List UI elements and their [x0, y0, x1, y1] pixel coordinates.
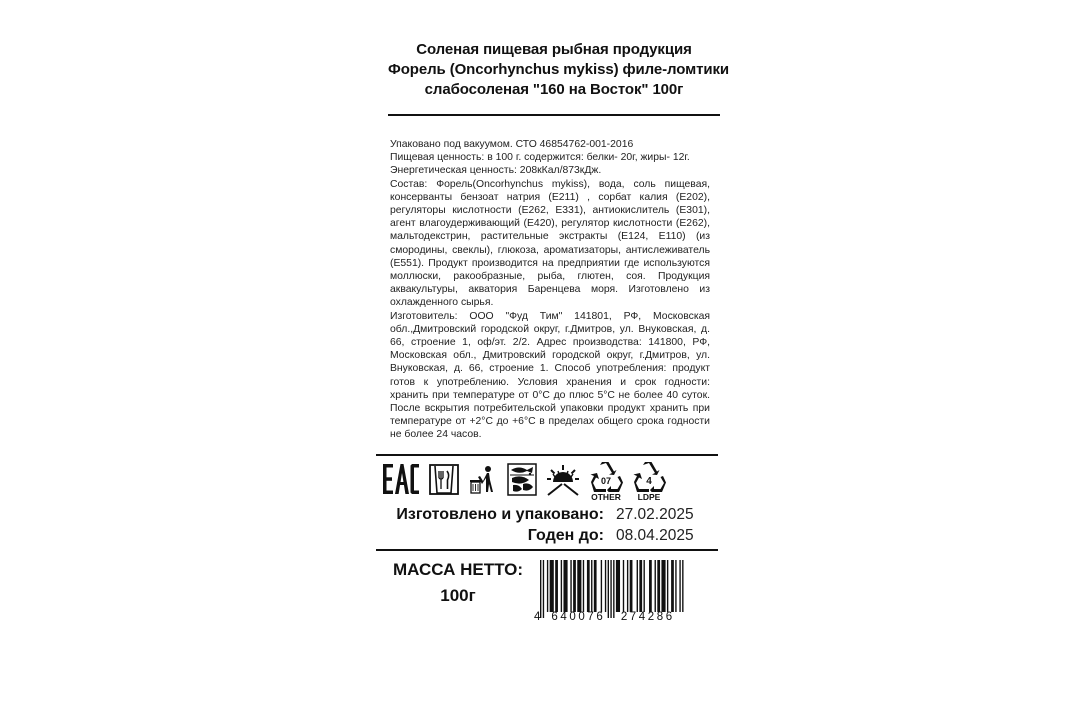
barcode-bar [608, 560, 609, 618]
nutrition-info: Пищевая ценность: в 100 г. содержится: белки- 20г, жиры- 12г. [390, 152, 690, 164]
title-line-3: слабосоленая "160 на Восток" 100г [424, 81, 684, 98]
barcode-bar [667, 560, 668, 612]
barcode-bar [540, 560, 541, 618]
product-label [388, 40, 730, 116]
barcode-bar [655, 560, 656, 612]
barcode-group-1: 640076 [551, 611, 606, 623]
product-description [390, 138, 710, 442]
dates-block [376, 506, 718, 548]
product-title [388, 40, 730, 100]
barcode-lead-digit: 4 [534, 611, 541, 623]
barcode-bar [679, 560, 680, 612]
recycle-07-code: 07 [600, 476, 612, 486]
production-date-row [376, 506, 718, 527]
barcode-bar [644, 560, 645, 612]
barcode-bar [639, 560, 642, 612]
barcode-bar [605, 560, 606, 612]
barcode-bar [601, 560, 602, 612]
barcode-bar [577, 560, 581, 612]
barcode-bar [613, 560, 614, 618]
barcode-bar [583, 560, 584, 612]
recycle-04-code: 4 [646, 476, 652, 487]
barcode-bar [591, 560, 592, 612]
dates-divider [376, 549, 718, 551]
barcode-bar [547, 560, 548, 612]
barcode-bar [630, 560, 633, 612]
production-date-label: Изготовлено и упаковано: [396, 506, 604, 523]
expiry-date-row [376, 527, 718, 548]
barcode-bar [587, 560, 590, 612]
barcode-bar [671, 560, 674, 612]
tidyman-icon [468, 462, 498, 503]
title-line-1: Соленая пищевая рыбная продукция [416, 41, 692, 58]
food-contact-icon [429, 462, 459, 503]
recycle-04-caption: LDPE [637, 492, 661, 502]
recycle-07-caption: OTHER [591, 492, 621, 502]
barcode-bar [543, 560, 544, 618]
fish-icon [507, 462, 537, 503]
barcode-group-2: 274286 [620, 611, 675, 623]
barcode-bar [555, 560, 558, 612]
certification-marks [376, 454, 718, 506]
barcode-bar [682, 560, 683, 612]
barcode-bar [657, 560, 660, 612]
barcode-bar [649, 560, 652, 612]
production-date-value: 27.02.2025 [616, 506, 694, 523]
barcode-bar [610, 560, 611, 618]
barcode-bar [573, 560, 576, 612]
energy-info: Энергетическая ценность: 208кКал/873кДж. [390, 165, 602, 177]
net-mass-value: 100г [440, 586, 476, 605]
barcode-bar [550, 560, 554, 612]
barcode-bar [623, 560, 624, 612]
title-divider [388, 114, 720, 116]
barcode-bar [637, 560, 638, 612]
net-mass-label: МАССА НЕТТО: [393, 560, 523, 579]
barcode-bar [616, 560, 620, 612]
eac-mark-icon [382, 462, 420, 503]
keep-from-sunlight-icon [546, 462, 580, 503]
barcode-bar [594, 560, 597, 612]
barcode-bar [661, 560, 665, 612]
expiry-date-label: Годен до: [527, 527, 604, 544]
recycle-04-icon [632, 462, 666, 506]
title-line-2: Форель (Oncorhynchus mykiss) филе-ломтики [388, 61, 730, 78]
packaging-info: Упаковано под вакуумом. СТО 46854762-001-2016 [390, 139, 634, 150]
ingredients-info: Состав: Форель(Oncorhynchus mykiss), вода, соль пищевая, консерванты бензоат натрия (E211) , сорбат калия (E202), регуляторы кислотности (E262, E331), антиокислитель (E301), агент влагоудерживающий (E420), регулятор кислотности (E262), мальтодекстрин, растительные экстракты (E124, E110) (из смородины, свеклы), глюкоза, ароматизаторы, антислеживатель (E551). Продукт производится на предприятии где используются моллюски, ракообразные, рыба, глютен, соя. Продукция аквакультуры, акватория Баренцева моря. Изготовлено из охлажденного сырья. [390, 178, 710, 309]
barcode-bar [561, 560, 562, 612]
barcode-bar [627, 560, 628, 612]
manufacturer-info: Изготовитель: ООО "Фуд Тим" 141801, РФ, Московская обл.,Дмитровский городской округ, г.Дмитров, ул. Внуковская, д. 66, строение 1, оф/эт. 2/2. Адрес производства: 141800, РФ, Московская обл., Дмитровский городской округ, г.Дмитров, ул. Внуковская, д. 66, строение 1. Способ употребления: продукт готов к употреблению. Условия хранения и срок годности: хранить при температуре от 0°С до плюс 5°С не более 40 суток. После вскрытия потребительской упаковки продукт хранить при температуре от +2°С до +6°С в пределах общего срока годности не более 24 часов. [390, 310, 710, 441]
expiry-date-value: 08.04.2025 [616, 527, 694, 544]
barcode-bar [563, 560, 567, 612]
barcode-bar [675, 560, 676, 612]
barcode-bar [570, 560, 571, 612]
recycle-07-icon [589, 462, 623, 506]
barcode-number [534, 611, 675, 623]
net-mass [388, 560, 528, 606]
